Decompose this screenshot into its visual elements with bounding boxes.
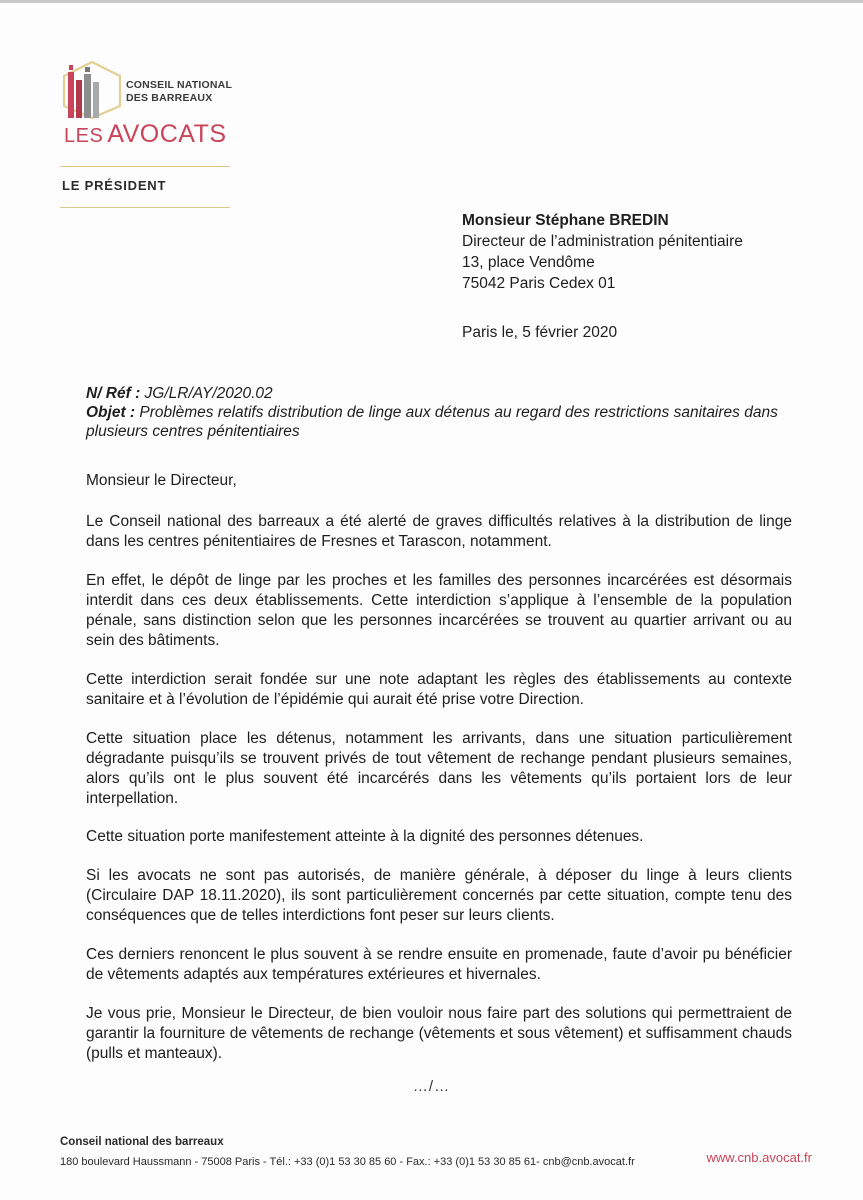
logo-org-line1: CONSEIL NATIONAL xyxy=(126,79,233,91)
paragraph: Cette situation porte manifestement atteinte à la dignité des personnes détenues. xyxy=(86,828,644,845)
objet-line xyxy=(86,403,806,441)
salutation: Monsieur le Directeur, xyxy=(86,472,237,489)
paragraph: Ces derniers renoncent le plus souvent à se rendre ensuite en promenade, faute d’avoir pu bénéficier de vêtements adaptés aux températures extérieures et hivernales. xyxy=(86,946,792,983)
logo-org-name xyxy=(126,79,232,105)
logo-brand-word: AVOCATS xyxy=(107,120,227,148)
objet-value: Problèmes relatifs distribution de linge aux détenus au regard des restrictions sanitaires dans plusieurs centres pénitentiaires xyxy=(86,404,778,440)
reference-block xyxy=(86,384,806,441)
reference-label: N/ Réf : xyxy=(86,385,141,402)
reference-line xyxy=(86,384,806,403)
hexagon-logo-icon xyxy=(60,60,124,120)
recipient-name: Monsieur Stéphane BREDIN xyxy=(462,212,669,229)
logo-brand-prefix: LES xyxy=(64,125,104,147)
header-divider-lower xyxy=(60,207,230,208)
president-label: LE PRÉSIDENT xyxy=(62,178,167,193)
footer-website-link[interactable]: www.cnb.avocat.fr xyxy=(706,1150,812,1165)
logo-brand xyxy=(64,120,227,149)
header-divider xyxy=(60,166,230,167)
top-border xyxy=(0,0,863,3)
objet-label: Objet : xyxy=(86,404,136,421)
paragraph: Cette interdiction serait fondée sur une note adaptant les règles des établissements au contexte sanitaire et à l’évolution de l’épidémie qui aurait été prise votre Direction. xyxy=(86,671,792,708)
recipient-address xyxy=(462,210,743,294)
recipient-city: 75042 Paris Cedex 01 xyxy=(462,275,616,292)
paragraph: Je vous prie, Monsieur le Directeur, de bien vouloir nous faire part des solutions qui permettraient de garantir la fourniture de vêtements de rechange (vêtements et sous vêtement) et suffisamment chauds (pulls et manteaux). xyxy=(86,1005,792,1062)
continuation-mark: …/… xyxy=(412,1078,451,1095)
footer-address: 180 boulevard Haussmann - 75008 Paris - Tél.: +33 (0)1 53 30 85 60 - Fax.: +33 (0)1 53 30 85 61- cnb@cnb.avocat.fr xyxy=(60,1156,635,1168)
footer-org: Conseil national des barreaux xyxy=(60,1136,224,1148)
paragraph: Le Conseil national des barreaux a été alerté de graves difficultés relatives à la distribution de linge dans les centres pénitentiaires de Fresnes et Tarascon, notamment. xyxy=(86,513,792,550)
footer xyxy=(60,1136,820,1168)
paragraph: Si les avocats ne sont pas autorisés, de manière générale, à déposer du linge à leurs clients (Circulaire DAP 18.11.2020), ils sont particulièrement concernés par cette situation, compte tenu des conséquences que de telles interdictions font peser sur leurs clients. xyxy=(86,867,792,924)
paragraph: En effet, le dépôt de linge par les proches et les familles des personnes incarcérées est désormais interdit dans ces deux établissements. Cette interdiction s’applique à l’ensemble de la population pénale, sans distinction selon que les personnes incarcérées se trouvent au quartier arrivant ou au sein des bâtiments. xyxy=(86,572,792,649)
letter-date: Paris le, 5 février 2020 xyxy=(462,324,618,341)
recipient-title: Directeur de l’administration pénitentiaire xyxy=(462,233,743,250)
paragraph: Cette situation place les détenus, notamment les arrivants, dans une situation particulièrement dégradante puisqu’ils se trouvent privés de tout vêtement de rechange pendant plusieurs semaines, alors qu’ils ont le plus souvent été incarcérés dans les vêtements qu’ils portaient lors de leur interpellation. xyxy=(86,730,792,807)
cnb-logo xyxy=(60,60,240,160)
logo-org-line2: DES BARREAUX xyxy=(126,92,213,104)
reference-value: JG/LR/AY/2020.02 xyxy=(140,385,273,402)
letter-body xyxy=(86,471,792,1064)
recipient-street: 13, place Vendôme xyxy=(462,254,595,271)
